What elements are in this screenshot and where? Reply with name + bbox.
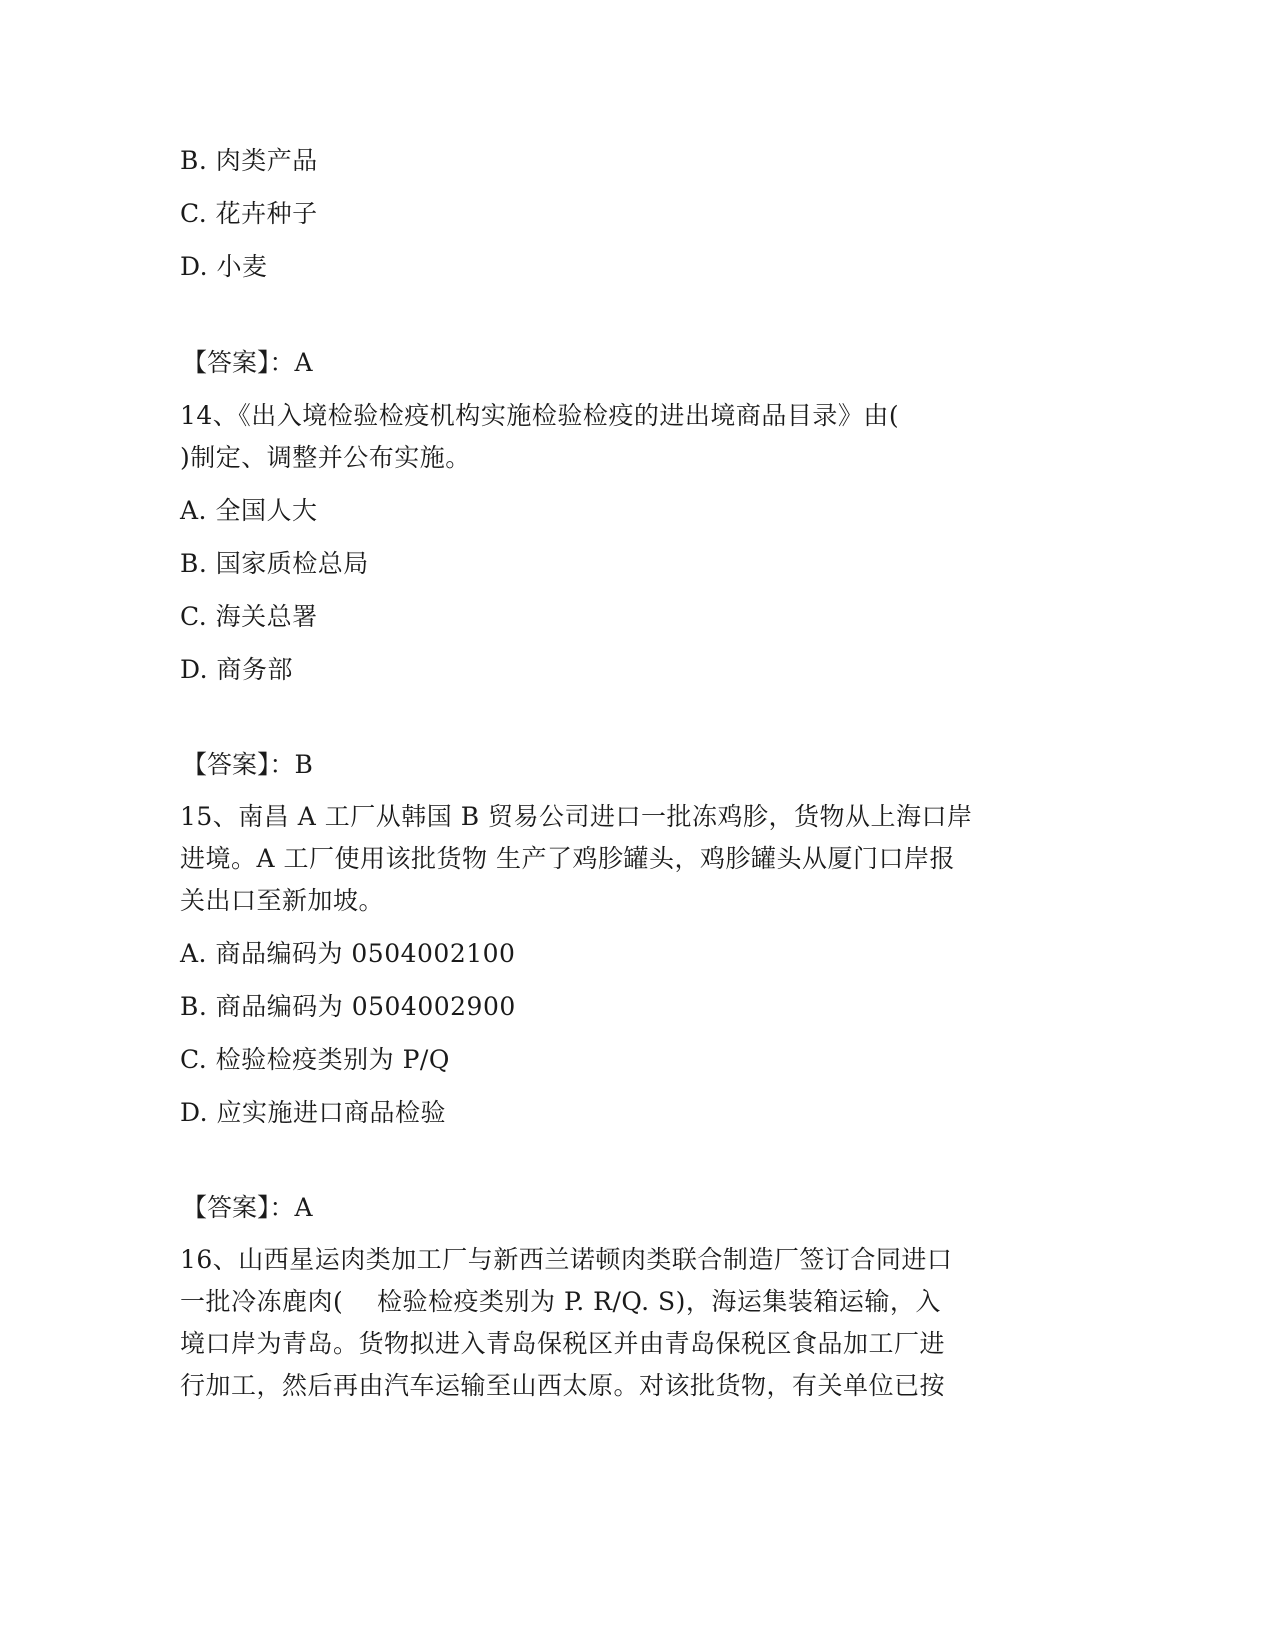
q15-option-d: D. 应实施进口商品检验: [180, 1098, 447, 1127]
q15-answer: [182, 1193, 313, 1223]
q13-option-d: D. 小麦: [180, 252, 268, 281]
q14-stem-line-2: )制定、调整并公布实施。: [180, 443, 471, 472]
q16-stem-line-1: 16、山西星运肉类加工厂与新西兰诺顿肉类联合制造厂签订合同进口: [180, 1245, 953, 1274]
q15-answer-label: 【答案】：: [182, 1193, 295, 1222]
q14-option-c: C. 海关总署: [180, 602, 318, 631]
q15-option-b: B. 商品编码为 0504002900: [180, 992, 516, 1021]
q15-answer-value: A: [294, 1193, 314, 1222]
q16-stem-line-3: 境口岸为青岛。货物拟进入青岛保税区并由青岛保税区食品加工厂进: [180, 1329, 946, 1358]
q15-option-c: C. 检验检疫类别为 P/Q: [180, 1045, 450, 1074]
q14-option-d: D. 商务部: [180, 655, 294, 684]
q14-answer-value: B: [294, 750, 314, 779]
q13-option-c: C. 花卉种子: [180, 199, 318, 228]
q14-answer: [182, 750, 313, 780]
q14-option-b: B. 国家质检总局: [180, 549, 369, 578]
q15-stem-line-1: 15、南昌 A 工厂从韩国 B 贸易公司进口一批冻鸡胗，货物从上海口岸: [180, 802, 973, 831]
q15-stem-line-3: 关出口至新加坡。: [180, 886, 385, 915]
q14-answer-label: 【答案】：: [182, 750, 295, 779]
q13-answer-label: 【答案】：: [182, 348, 295, 377]
q15-stem-line-2: 进境。A 工厂使用该批货物 生产了鸡胗罐头，鸡胗罐头从厦门口岸报: [180, 844, 955, 873]
q16-stem-line-2: 一批冷冻鹿肉( 检验检疫类别为 P. R/Q. S)，海运集装箱运输，入: [180, 1287, 941, 1316]
q13-answer: [182, 348, 313, 378]
q13-answer-value: A: [294, 348, 314, 377]
q14-option-a: A. 全国人大: [180, 496, 318, 525]
q14-stem-line-1: 14、《出入境检验检疫机构实施检验检疫的进出境商品目录》由(: [180, 401, 900, 430]
q15-option-a: A. 商品编码为 0504002100: [180, 939, 516, 968]
q16-stem-line-4: 行加工，然后再由汽车运输至山西太原。对该批货物，有关单位已按: [180, 1371, 946, 1400]
q13-option-b: B. 肉类产品: [180, 146, 318, 175]
